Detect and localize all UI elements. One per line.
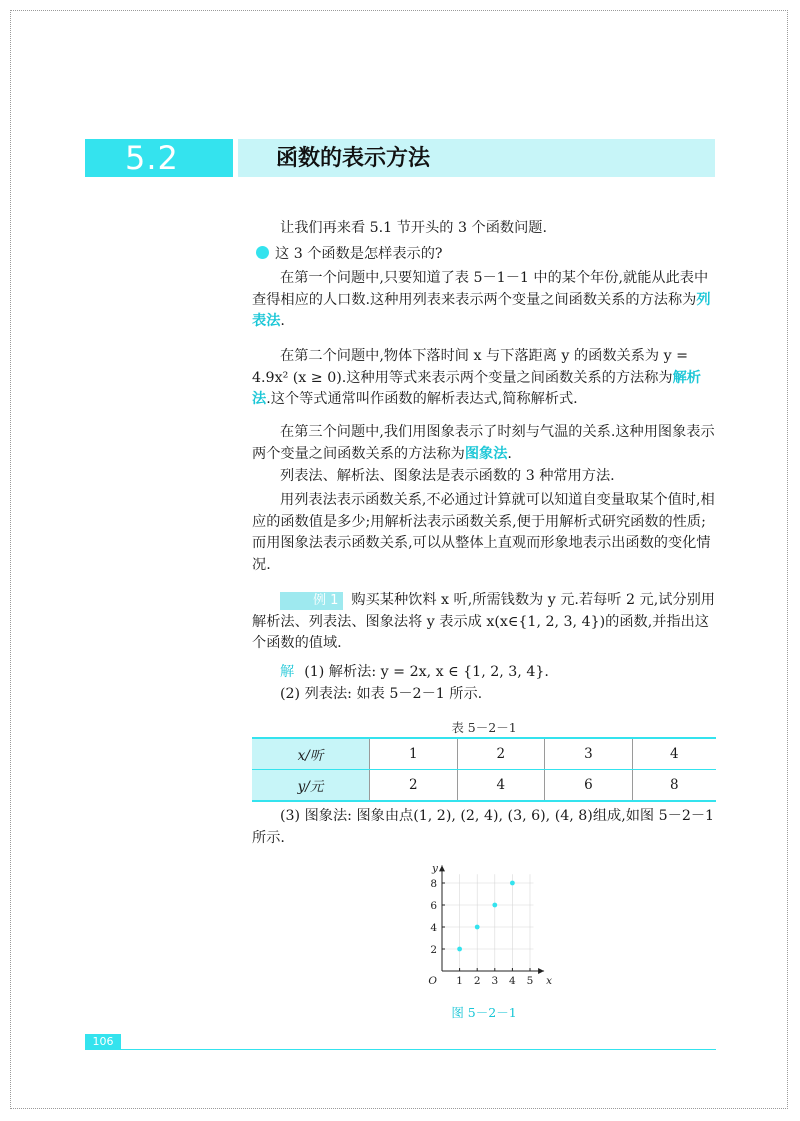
solution-graph: (3) 图象法: 图象由点(1, 2), (2, 4), (3, 6), (4, 8)组成,如图 5－2－1 所示. [252,808,715,846]
section-number: 5.2 [125,139,179,177]
table-row [252,738,716,770]
x-tick-label: 1 [456,975,463,987]
data-point [510,881,515,886]
solution-label: 解 [280,664,295,680]
solution-line-2 [252,684,716,706]
p2-text: 在第二个问题中,物体下落时间 x 与下落距离 y 的函数关系为 y = 4.9x² (x ≥ 0).这种用等式来表示两个变量之间函数关系的方法称为 [252,348,688,386]
solution-table: (2) 列表法: 如表 5－2－1 所示. [280,686,483,702]
table-cell: 2 [370,770,458,802]
term-analytic-method: 解析法 [252,369,701,408]
origin-label: O [428,975,437,987]
term-list-method: 列表法 [252,291,711,330]
table-caption: 表 5－2－1 [451,720,517,735]
table-cell: 6 [545,770,633,802]
intro-paragraph [252,218,716,240]
x-tick-label: 3 [491,975,499,987]
example-badge: 例 1 [280,592,343,610]
scatter-chart [415,843,555,993]
table-header-y: y/元 [252,770,370,802]
paragraph-analytic-method [252,346,716,411]
y-axis-arrow [439,865,445,871]
figure-caption: 图 5－2－1 [451,1005,517,1020]
table-header-x: x/听 [252,738,370,770]
section-title: 函数的表示方法 [276,145,431,171]
table-cell: 8 [632,770,716,802]
x-tick-label: 5 [526,975,534,987]
data-point [457,947,462,952]
y-tick-label: 2 [430,944,437,956]
p2-tail-text: .这个等式通常叫作函数的解析表达式,简称解析式. [266,391,578,408]
question-text: 这 3 个函数是怎样表示的? [275,246,443,262]
x-tick-label: 2 [473,975,481,987]
footer-rule [121,1049,716,1050]
y-tick-label: 8 [430,878,437,890]
paragraph-comparison [252,490,716,576]
x-tick-label: 4 [509,975,516,987]
y-tick-label: 6 [430,900,437,912]
table-cell: 4 [457,770,545,802]
table-cell: 3 [545,738,633,770]
x-axis-label: x [546,975,553,987]
data-table [252,737,716,802]
solution-line-1 [252,662,716,684]
solution-analytic: (1) 解析法: y = 2x, x ∈ {1, 2, 3, 4}. [304,664,549,680]
data-point [475,925,480,930]
term-graph-method: 图象法 [464,445,508,462]
table-row [252,770,716,802]
table-cell: 4 [632,738,716,770]
intro-text: 让我们再来看 5.1 节开头的 3 个函数问题. [280,220,547,236]
y-tick-label: 4 [430,922,437,934]
table-cell: 2 [457,738,545,770]
p5-text: 用列表法表示函数关系,不必通过计算就可以知道自变量取某个值时,相应的函数值是多少;用解析法表示函数关系,便于用解析式研究函数的性质;而用图象法表示函数关系,可以从整体上直观而形象地表示出函数的变化情况. [252,492,715,573]
example-1 [252,590,716,655]
example-text: 购买某种饮料 x 听,所需钱数为 y 元.若每听 2 元,试分别用解析法、列表法、图象法将 y 表示成 x(x∈{1, 2, 3, 4})的函数,并指出这个函数的值域. [252,592,715,652]
y-axis-label: y [432,862,438,875]
page-number: 106 [92,1035,114,1048]
paragraph-three-methods [252,466,716,488]
p3-text: 在第三个问题中,我们用图象表示了时刻与气温的关系.这种用图象表示两个变量之间函数关系的方法称为 [252,424,715,462]
paragraph-graph-method: 在第三个问题中,我们用图象表示了时刻与气温的关系.这种用图象表示两个变量之间函数关系的方法称为图象法. [252,424,715,462]
x-axis-arrow [538,968,544,974]
p1-text: 在第一个问题中,只要知道了表 5－1－1 中的某个年份,就能从此表中查得相应的人口数.这种用列表来表示两个变量之间函数关系的方法称为 [252,270,709,308]
paragraph-list-method: 在第一个问题中,只要知道了表 5－1－1 中的某个年份,就能从此表中查得相应的人口数.这种用列表来表示两个变量之间函数关系的方法称为列表法. [252,270,711,330]
question-line [252,244,716,266]
p4-text: 列表法、解析法、图象法是表示函数的 3 种常用方法. [280,468,615,484]
bullet-dot-icon [256,246,269,259]
data-point [492,903,497,908]
table-cell: 1 [370,738,458,770]
